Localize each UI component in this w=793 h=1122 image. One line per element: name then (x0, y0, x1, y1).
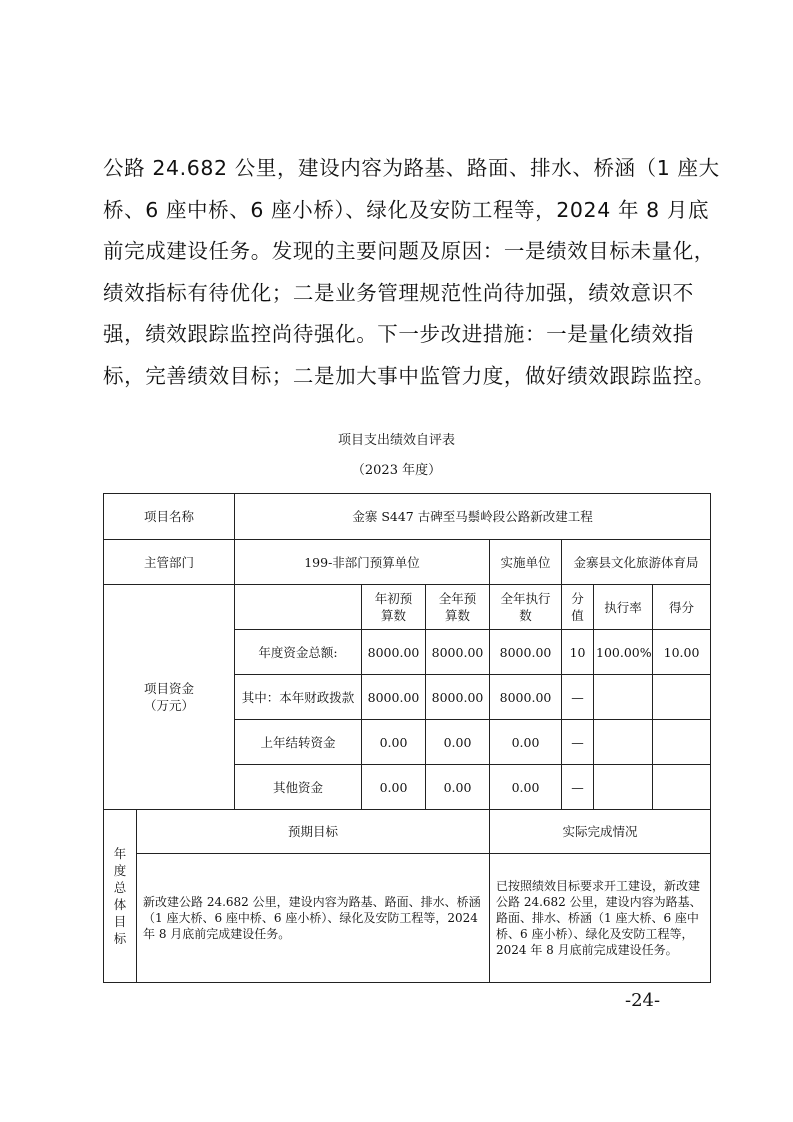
table-row (104, 540, 711, 585)
row-label: 上年结转资金 (235, 720, 362, 765)
header-initial-budget: 年初预 算数 (362, 585, 426, 630)
row-label: 年度资金总额: (235, 630, 362, 675)
row-score (653, 765, 711, 810)
table-row (104, 854, 711, 983)
table-row (104, 494, 711, 540)
goal-side-label (104, 810, 137, 983)
row-rate: 100.00% (594, 630, 653, 675)
table-row (104, 585, 711, 630)
header-score: 得分 (653, 585, 711, 630)
row-initial: 0.00 (362, 720, 426, 765)
table-row (104, 810, 711, 854)
project-name-label: 项目名称 (104, 494, 235, 540)
row-score (653, 720, 711, 765)
row-initial: 0.00 (362, 765, 426, 810)
paragraph-line: 前完成建设任务。发现的主要问题及原因：一是绩效目标未量化， (103, 239, 715, 263)
row-score-value: 10 (562, 630, 594, 675)
row-exec: 0.00 (490, 765, 562, 810)
page-number: -24- (625, 990, 661, 1011)
row-annual: 8000.00 (426, 675, 490, 720)
row-annual: 8000.00 (426, 630, 490, 675)
paragraph-line: 公路 24.682 公里，建设内容为路基、路面、排水、桥涵（1 座大 (103, 156, 720, 180)
paragraph-line: 标，完善绩效目标；二是加大事中监管力度，做好绩效跟踪监控。 (103, 363, 715, 388)
goal-side-text: 年度总体目标 (113, 846, 127, 946)
table-subtitle: （2023 年度） (351, 463, 442, 478)
body-paragraph (103, 148, 720, 397)
empty-header-cell (235, 585, 362, 630)
paragraph-line: 强，绩效跟踪监控尚待强化。下一步改进措施：一是量化绩效指 (103, 322, 694, 346)
actual-header: 实际完成情况 (490, 810, 711, 854)
expected-goal-header: 预期目标 (137, 810, 490, 854)
row-score-value: — (562, 675, 594, 720)
paragraph-line: 桥、6 座中桥、6 座小桥）、绿化及安防工程等，2024 年 8 月底 (103, 197, 710, 222)
row-score-value: — (562, 765, 594, 810)
header-annual-budget: 全年预 算数 (426, 585, 490, 630)
row-label: 其他资金 (235, 765, 362, 810)
row-rate (594, 675, 653, 720)
impl-label: 实施单位 (490, 540, 562, 585)
row-exec: 8000.00 (490, 675, 562, 720)
row-rate (594, 720, 653, 765)
dept-label: 主管部门 (104, 540, 235, 585)
header-exec-rate: 执行率 (594, 585, 653, 630)
expected-goal-text: 新改建公路 24.682 公里，建设内容为路基、路面、排水、桥涵（1 座大桥、6 座中桥、6 座小桥）、绿化及安防工程等，2024 年 8 月底前完成建设任务。 (137, 854, 490, 983)
row-score-value: — (562, 720, 594, 765)
header-annual-exec: 全年执行 数 (490, 585, 562, 630)
row-rate (594, 765, 653, 810)
actual-text: 已按照绩效目标要求开工建设，新改建公路 24.682 公里，建设内容为路基、路面、排水、桥涵（1 座大桥、6 座中桥、6 座小桥）、绿化及安防工程等，2024 年 8 月底前完成建设任务。 (490, 854, 711, 983)
row-initial: 8000.00 (362, 630, 426, 675)
row-exec: 0.00 (490, 720, 562, 765)
paragraph-line: 绩效指标有待优化；二是业务管理规范性尚待加强，绩效意识不 (103, 280, 694, 305)
row-annual: 0.00 (426, 765, 490, 810)
performance-table (103, 493, 711, 983)
row-score (653, 675, 711, 720)
row-annual: 0.00 (426, 720, 490, 765)
row-exec: 8000.00 (490, 630, 562, 675)
row-score: 10.00 (653, 630, 711, 675)
dept-value: 199-非部门预算单位 (235, 540, 490, 585)
row-initial: 8000.00 (362, 675, 426, 720)
funds-label: 项目资金 （万元） (104, 585, 235, 810)
impl-value: 金寨县文化旅游体育局 (562, 540, 711, 585)
row-label: 其中：本年财政拨款 (235, 675, 362, 720)
project-name-value: 金寨 S447 古碑至马鬃岭段公路新改建工程 (235, 494, 711, 540)
header-score-value: 分 值 (562, 585, 594, 630)
table-title: 项目支出绩效自评表 (337, 433, 455, 448)
